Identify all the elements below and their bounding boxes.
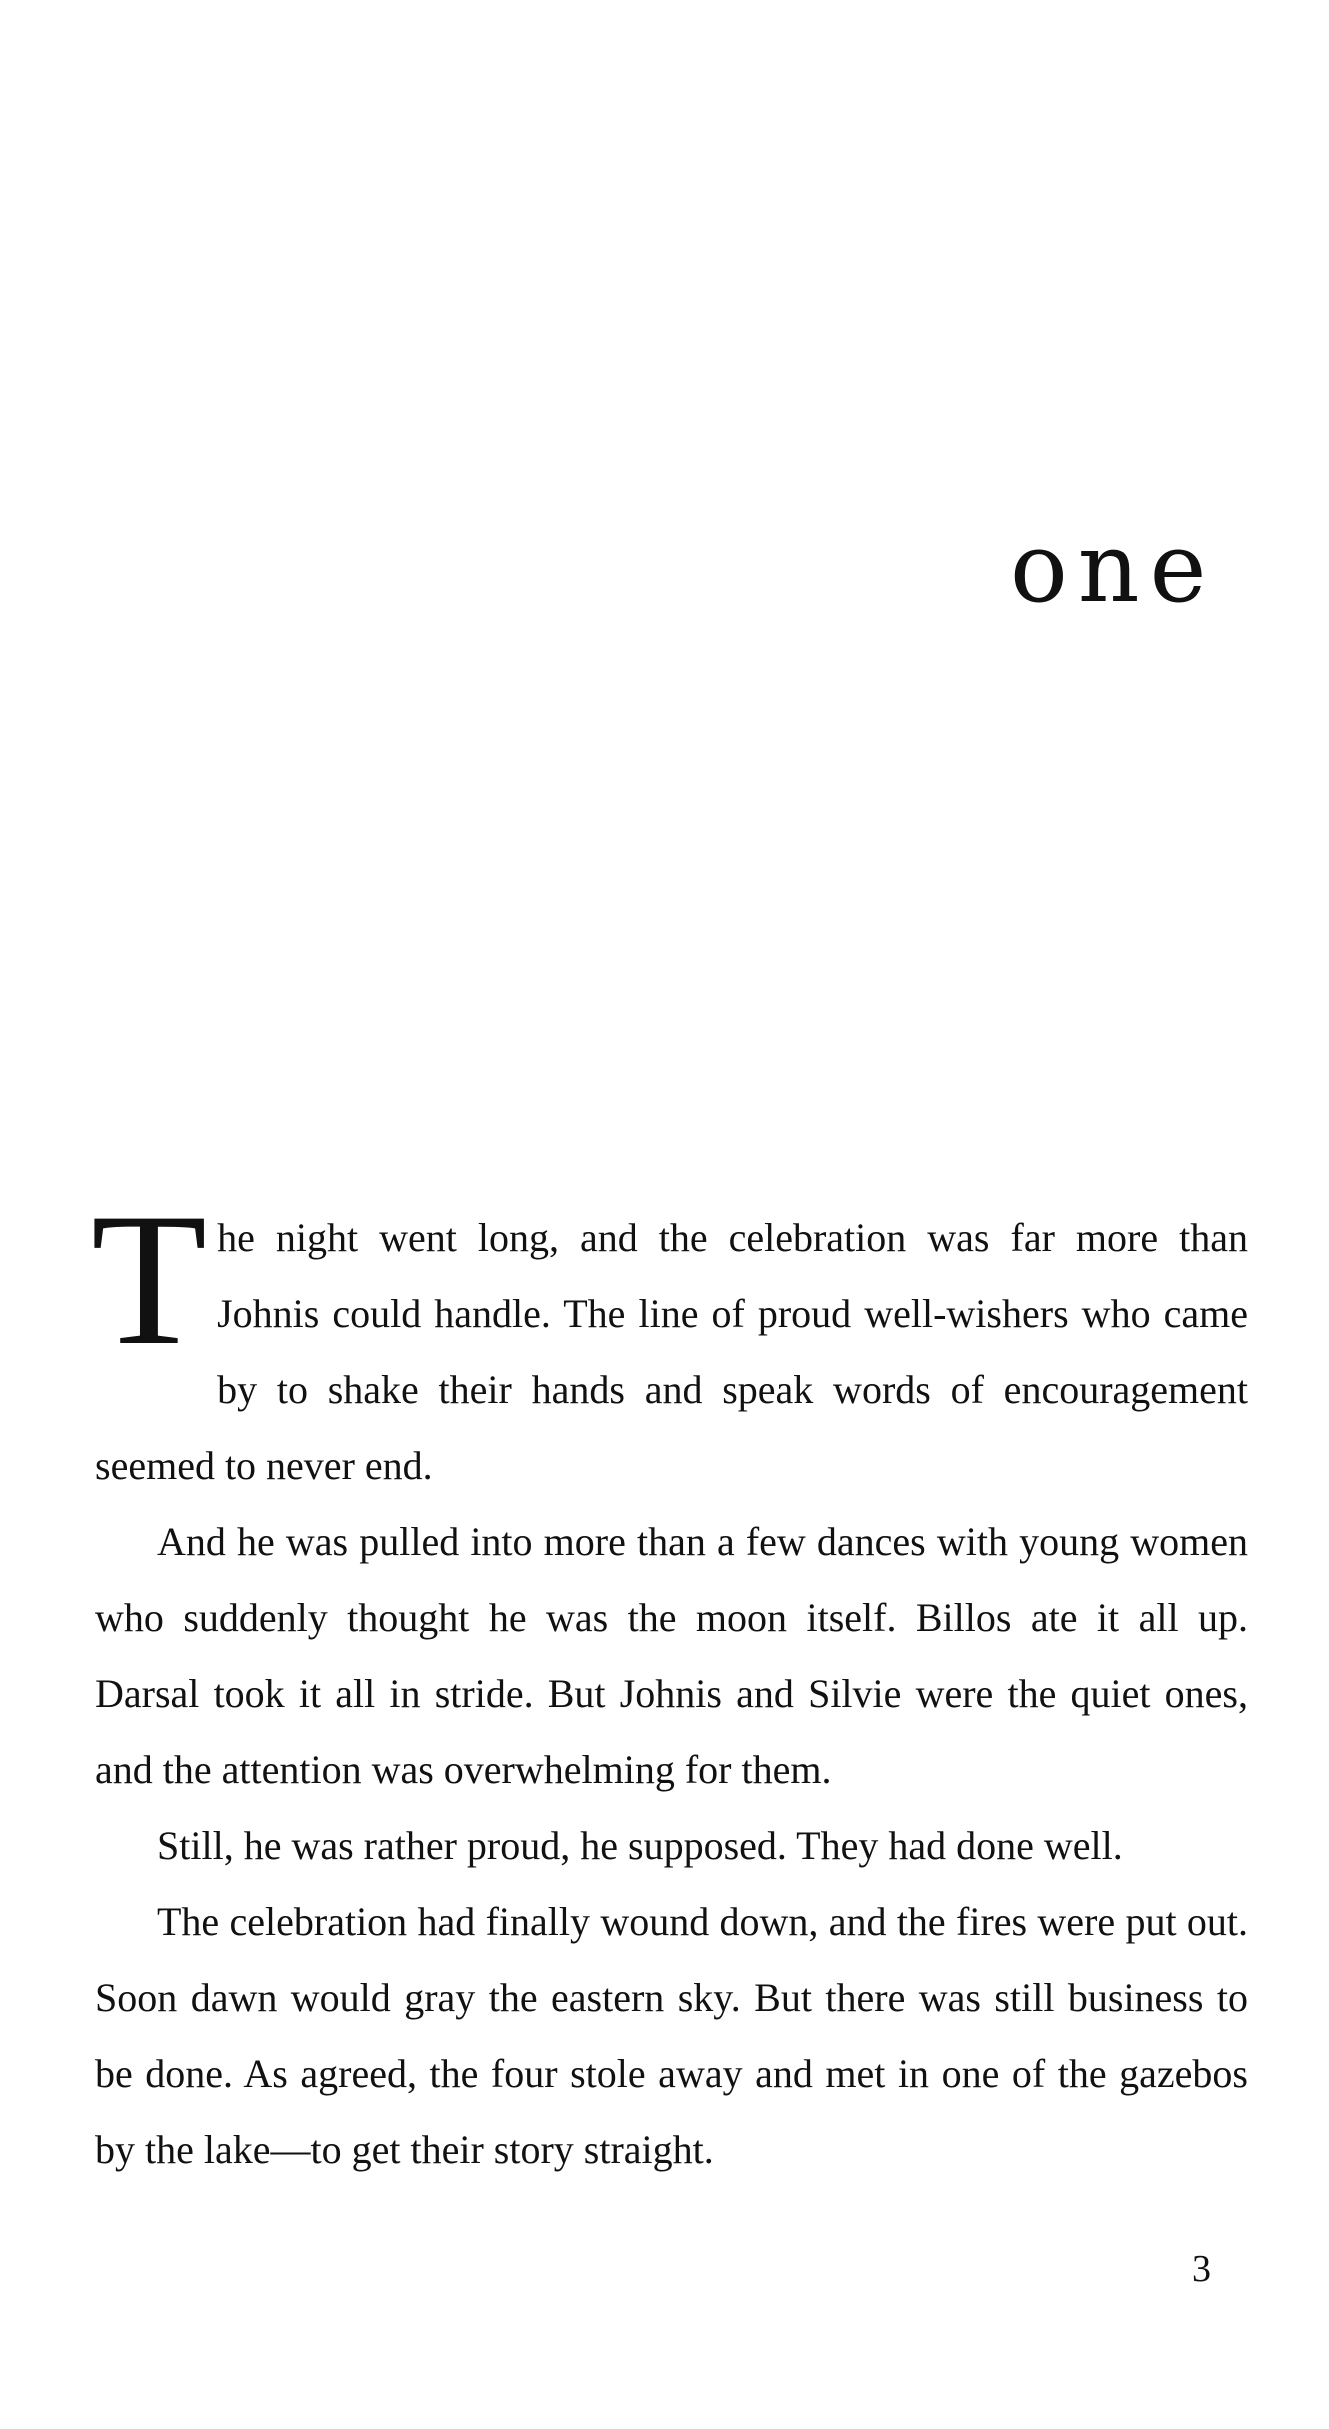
paragraph-2: And he was pulled into more than a few dances with young women who suddenly thought he was the moon itself. Billos ate it all up. Darsal took it all in stride. But Johnis and Silvie were the quiet ones, and the attention was overwhelming for them. — [95, 1519, 1248, 1792]
paragraph-3: Still, he was rather proud, he supposed. They had done well. — [157, 1823, 1123, 1868]
chapter-body — [91, 1175, 1248, 2188]
paragraph-4: The celebration had finally wound down, and the fires were put out. Soon dawn would gray the eastern sky. But there was still business to be done. As agreed, the four stole away and met in one of the gazebos by the lake—to get their story straight. — [95, 1899, 1248, 2172]
page-number: 3 — [1192, 2248, 1211, 2290]
chapter-title: one — [1010, 512, 1217, 624]
paragraph-1 — [91, 1175, 1248, 1504]
paragraph-1-text: he night went long, and the celebration was far more than Johnis could handle. The line of proud well-wishers who came by to shake their hands and speak words of encouragement seemed to never end. — [95, 1215, 1248, 1488]
drop-cap: T — [91, 1175, 208, 1385]
